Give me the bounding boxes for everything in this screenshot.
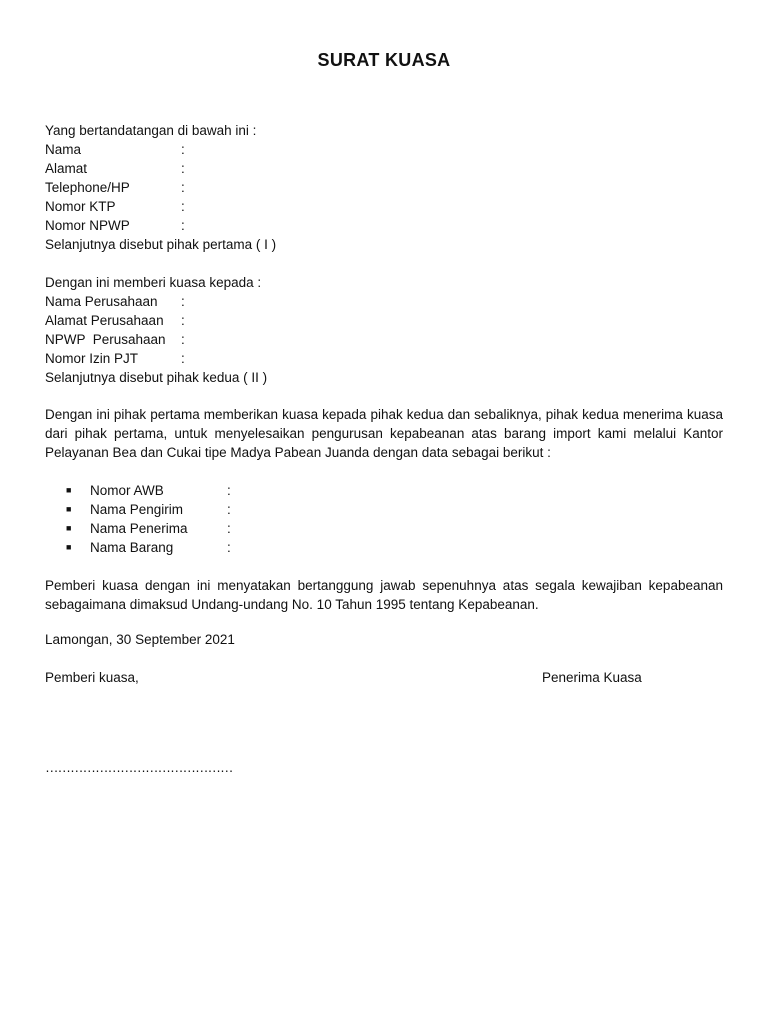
field-label: Nama Perusahaan (45, 294, 158, 309)
field-colon: : (227, 540, 231, 555)
list-item-label: Nama Pengirim (90, 502, 184, 517)
document-title: SURAT KUASA (317, 50, 451, 70)
field-label: NPWP Perusahaan (45, 332, 166, 347)
field-nomor-ktp (45, 197, 723, 216)
field-colon: : (181, 351, 185, 366)
field-colon: : (181, 180, 185, 195)
bullet-icon: ■ (66, 523, 72, 533)
field-nama (45, 140, 723, 159)
field-label: Nomor KTP (45, 199, 116, 214)
list-item (66, 538, 231, 557)
field-nomor-npwp (45, 216, 723, 235)
field-label: Nomor NPWP (45, 218, 130, 233)
field-colon: : (181, 313, 185, 328)
field-alamat-perusahaan (45, 311, 723, 330)
field-alamat (45, 159, 723, 178)
responsibility-paragraph: Pemberi kuasa dengan ini menyatakan bertanggung jawab sepenuhnya atas segala kewajiban kepabeanan sebagaimana dimaksud Undang-undang No. 10 Tahun 1995 tentang Kepabeanan. (45, 578, 723, 612)
field-label: Nama (45, 142, 82, 157)
party-one-closing: Selanjutnya disebut pihak pertama ( I ) (45, 237, 277, 252)
field-label: Nomor Izin PJT (45, 351, 139, 366)
signer-left-label: Pemberi kuasa, (45, 670, 139, 685)
bullet-icon: ■ (66, 485, 72, 495)
field-nama-perusahaan (45, 292, 723, 311)
field-colon: : (181, 199, 185, 214)
intro-text: Yang bertandatangan di bawah ini : (45, 123, 257, 138)
party-two-intro: Dengan ini memberi kuasa kepada : (45, 275, 262, 290)
signer-right-label: Penerima Kuasa (542, 670, 642, 685)
list-item-label: Nama Penerima (90, 521, 188, 536)
field-colon: : (181, 142, 185, 157)
list-item (66, 519, 231, 538)
field-colon: : (181, 294, 185, 309)
field-colon: : (181, 332, 185, 347)
field-npwp-perusahaan (45, 330, 723, 349)
list-item (66, 500, 231, 519)
party-one-section (45, 121, 723, 254)
field-label: Telephone/HP (45, 180, 130, 195)
list-item (66, 481, 231, 500)
party-two-section (45, 273, 723, 387)
list-item-label: Nomor AWB (90, 483, 164, 498)
bullet-icon: ■ (66, 504, 72, 514)
field-telephone (45, 178, 723, 197)
field-colon: : (227, 502, 231, 517)
date-line: Lamongan, 30 September 2021 (45, 632, 235, 647)
signature-line: ……………………………………… (45, 760, 233, 775)
field-colon: : (181, 161, 185, 176)
field-label: Alamat Perusahaan (45, 313, 164, 328)
list-item-label: Nama Barang (90, 540, 174, 555)
field-colon: : (227, 483, 231, 498)
field-colon: : (227, 521, 231, 536)
body-paragraph: Dengan ini pihak pertama memberikan kuasa kepada pihak kedua dan sebaliknya, pihak kedua menerima kuasa dari pihak pertama, untuk menyelesaikan pengurusan kepabeanan atas barang import kami melalui Kantor Pelayanan Bea dan Cukai tipe Madya Pabean Juanda dengan data sebagai berikut : (45, 407, 723, 460)
shipment-data-list (66, 481, 231, 557)
bullet-icon: ■ (66, 542, 72, 552)
field-colon: : (181, 218, 185, 233)
field-label: Alamat (45, 161, 88, 176)
party-two-closing: Selanjutnya disebut pihak kedua ( II ) (45, 370, 268, 385)
field-nomor-izin-pjt (45, 349, 723, 368)
